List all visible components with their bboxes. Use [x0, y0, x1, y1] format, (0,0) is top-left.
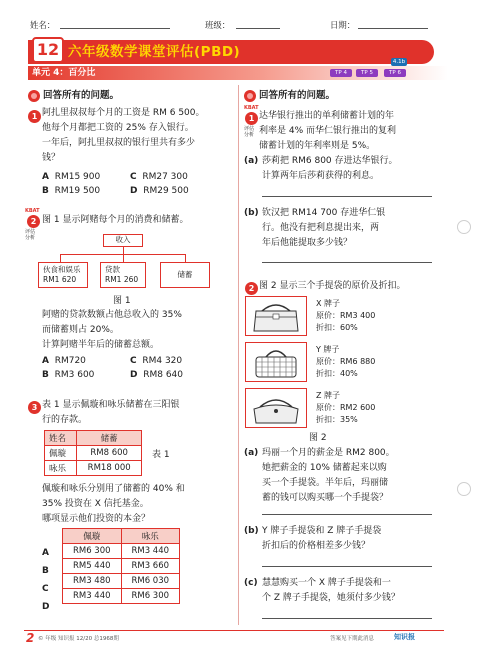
bag-x-image	[245, 296, 307, 336]
table-cell: RM8 600	[77, 446, 142, 461]
tp6-badge: TP 6	[384, 69, 406, 77]
r-q2a-line-2: 她把薪金的 10% 储蓄起来以购	[262, 463, 387, 473]
table-cell: RM3 480	[63, 574, 122, 589]
r-q1a-line-2: 计算两年后莎莉获得的利息。	[262, 171, 380, 181]
q1-line-3: 一年后，阿扎里叔叔的银行里共有多少	[42, 138, 196, 148]
r-q2a-line-4: 蓄的钱可以购买哪一个手提袋？	[262, 493, 389, 503]
loan-label: 贷款	[105, 265, 120, 274]
q1-line-2: 他每个月都把工资的 25% 存入银行。	[42, 123, 194, 133]
question-3-text	[42, 482, 185, 527]
handbag-icon	[246, 389, 306, 427]
binder-hole-bottom	[457, 482, 471, 496]
kbat-tag-r-q1: KBAT	[244, 105, 259, 111]
q2-line-1: 阿赌的贷款数额占他总收入的 35%	[42, 310, 182, 320]
name-label: 姓名：	[30, 20, 56, 30]
question-2-text	[42, 308, 182, 353]
table-cell: 佩璇	[45, 446, 77, 461]
diagram-food-box	[38, 262, 88, 288]
r-q2-part-b-text	[262, 524, 381, 554]
q3-option-c[interactable]: C	[42, 584, 49, 594]
table-cell: 咏乐	[45, 461, 77, 476]
class-field[interactable]	[236, 28, 280, 29]
handbag-icon	[246, 297, 306, 335]
bag-z-image	[245, 388, 307, 428]
name-field[interactable]	[60, 28, 170, 29]
question-2-number: 2	[27, 215, 40, 228]
r-q2c-line-2: 个 Z 牌子手提袋，她须付多少钱？	[262, 593, 400, 603]
r-q2c-line-1: 慧慧购买一个 X 牌子手提袋和一	[262, 578, 391, 588]
q2-line-3: 计算阿赌半年后的储蓄总额。	[42, 340, 160, 350]
bag-x-info	[316, 298, 375, 334]
tp4-badge: TP 4	[330, 69, 352, 77]
footer-page-number: 2	[26, 631, 35, 645]
r-q1b-line-1: 钦汉把 RM14 700 存进华仁银	[262, 208, 386, 218]
footer-bar	[24, 630, 444, 631]
bag-x-price: 原价：RM3 400	[316, 311, 376, 320]
table-row	[63, 559, 180, 574]
table-row	[63, 574, 180, 589]
q3-options-table	[62, 528, 180, 604]
r-q1-line-1: 达华银行推出的单利储蓄计划的年	[259, 111, 395, 121]
tp-code-badge: 4.1b	[392, 59, 406, 65]
q3-line-1: 佩璇和咏乐分别用了储蓄的 40% 和	[42, 484, 185, 494]
left-section-title: 回答所有的问题。	[43, 90, 120, 101]
page-title: 六年级数学课堂评估(PBD)	[68, 44, 241, 60]
bag-y-price: 原价：RM6 880	[316, 357, 376, 366]
right-question-2-number: 2	[245, 282, 258, 295]
class-label: 班级：	[205, 20, 231, 30]
r-q1-assessment-tag: 评估 分析	[244, 126, 255, 138]
table-cell: RM6 030	[121, 574, 180, 589]
table-header-name: 姓名	[45, 431, 77, 446]
table-row	[63, 544, 180, 559]
savings-table	[44, 430, 142, 476]
table-row	[63, 589, 180, 604]
r-q2a-line-3: 买一个手提袋。半年后，玛丽储	[262, 478, 389, 488]
table-cell: RM5 440	[63, 559, 122, 574]
question-3-number: 3	[28, 401, 41, 414]
diagram-connector-c3	[185, 254, 186, 262]
bag-y-image	[245, 342, 307, 382]
right-question-1-number: 1	[245, 112, 258, 125]
table-1-caption: 表 1	[152, 450, 170, 460]
right-question-1-text	[259, 109, 439, 154]
r-q2b-line-1: Y 牌子手提袋和 Z 牌子手提袋	[262, 526, 382, 536]
section-pencil-icon	[28, 90, 40, 102]
q3-line-2: 35% 投资在 X 信托基金。	[42, 499, 149, 509]
table-cell: RM18 000	[77, 461, 142, 476]
r-q1-part-a-label: (a)	[244, 156, 259, 166]
right-section-title: 回答所有的问题。	[259, 90, 336, 101]
answer-line-q1b[interactable]	[262, 262, 432, 263]
r-q2a-line-1: 玛丽一个月的薪金是 RM2 800。	[262, 448, 395, 458]
tp5-badge: TP 5	[356, 69, 378, 77]
bag-y-name: Y 牌子	[316, 345, 340, 354]
opt-header-b: 咏乐	[121, 529, 180, 544]
r-q1b-line-3: 年后他能提取多少钱？	[262, 238, 353, 248]
food-value: RM1 620	[43, 275, 77, 284]
bag-x-name: X 牌子	[316, 299, 341, 308]
figure-1-caption: 图 1	[113, 296, 131, 306]
table-row	[45, 461, 142, 476]
bag-y-info	[316, 344, 375, 380]
table-cell: RM3 660	[121, 559, 180, 574]
table-cell: RM6 300	[121, 589, 180, 604]
diagram-connector-v	[123, 247, 124, 254]
q2-option-a[interactable]: A RM720	[42, 356, 86, 366]
r-q1-part-b-label: (b)	[244, 208, 259, 218]
binder-hole-top	[457, 220, 471, 234]
q3-line-3: 哪项显示他们投资的本金？	[42, 514, 151, 524]
table-cell: RM6 300	[63, 544, 122, 559]
r-q2b-line-2: 折扣后的价格相差多少钱？	[262, 541, 371, 551]
footer-brand-logo: 知识报	[394, 633, 415, 641]
q1-option-a[interactable]: A RM15 900	[42, 172, 101, 182]
question-1-number: 1	[28, 110, 41, 123]
loan-value: RM1 260	[105, 275, 139, 284]
r-q1b-line-2: 行。他没有把利息提出来，两	[262, 223, 380, 233]
q3-option-a[interactable]: A	[42, 548, 49, 558]
r-q1-part-a-text	[262, 154, 398, 184]
question-1-text	[42, 106, 234, 166]
bag-z-name: Z 牌子	[316, 391, 341, 400]
q3-intro-1: 表 1 显示佩璇和咏乐储蓄在三阳银	[42, 400, 180, 410]
table-cell: RM3 440	[63, 589, 122, 604]
question-2-intro: 图 1 显示阿赌每个月的消费和储蓄。	[42, 215, 189, 225]
answer-line-q2c[interactable]	[262, 618, 432, 619]
q3-option-b[interactable]: B	[42, 566, 49, 576]
r-q2-part-c-text	[262, 576, 400, 606]
r-q2-part-a-text	[262, 446, 395, 506]
r-q1-line-3: 储蓄计划的年利率则是 5%。	[259, 141, 376, 151]
unit-title: 单元 4：百分比	[32, 68, 96, 78]
q2-line-2: 而储蓄则占 20%。	[42, 325, 119, 335]
question-3-intro	[42, 398, 179, 428]
right-question-2-intro: 图 2 显示三个手提袋的原价及折扣。	[259, 281, 406, 291]
q2-option-d[interactable]: D RM8 640	[130, 370, 184, 380]
r-q1-line-2: 利率是 4% 而华仁银行推出的复利	[259, 126, 397, 136]
bag-z-discount: 折扣：35%	[316, 415, 358, 424]
diagram-connector-c1	[60, 254, 61, 262]
q1-line-4: 钱？	[42, 153, 61, 163]
q1-line-1: 阿扎里叔叔每个月的工资是 RM 6 500。	[42, 108, 205, 118]
bag-z-info	[316, 390, 375, 426]
answer-line-q2a[interactable]	[262, 514, 432, 515]
table-cell: RM3 440	[121, 544, 180, 559]
date-field[interactable]	[358, 28, 428, 29]
title-number-box: 12	[32, 37, 64, 63]
section-pencil-icon-right	[244, 90, 256, 102]
handbag-icon	[246, 343, 306, 381]
r-q1a-line-1: 莎莉把 RM6 800 存进达华银行。	[262, 156, 398, 166]
r-q1-part-b-text	[262, 206, 385, 251]
table-row	[45, 446, 142, 461]
bag-y-discount: 折扣：40%	[316, 369, 358, 378]
column-divider	[238, 85, 239, 625]
diagram-income-box: 收入	[103, 234, 143, 247]
answer-line-q1a[interactable]	[262, 196, 432, 197]
diagram-loan-box	[100, 262, 146, 288]
q2-assessment-tag: 评估 分析	[25, 229, 36, 241]
q3-intro-2: 行的存款。	[42, 415, 88, 425]
q3-option-d[interactable]: D	[42, 602, 50, 612]
table-header-savings: 储蓄	[77, 431, 142, 446]
q1-option-d[interactable]: D RM29 500	[130, 186, 189, 196]
bag-x-discount: 折扣：60%	[316, 323, 358, 332]
opt-header-a: 佩璇	[63, 529, 122, 544]
r-q2-part-c-label: (c)	[244, 578, 258, 588]
kbat-tag-q2: KBAT	[25, 208, 40, 214]
q1-option-b[interactable]: B RM19 500	[42, 186, 101, 196]
diagram-connector-c2	[123, 254, 124, 262]
diagram-savings-box: 储蓄	[160, 262, 210, 288]
r-q2-part-b-label: (b)	[244, 526, 259, 536]
footer-left-text: © 年级 知识报 12/20 总1968期	[38, 636, 119, 642]
footer-right-text: 答案见下期此消息	[330, 636, 375, 642]
bag-z-price: 原价：RM2 600	[316, 403, 376, 412]
q1-option-c[interactable]: C RM27 300	[130, 172, 188, 182]
figure-2-caption: 图 2	[309, 433, 327, 443]
q2-option-b[interactable]: B RM3 600	[42, 370, 95, 380]
q2-option-c[interactable]: C RM4 320	[130, 356, 183, 366]
date-label: 日期：	[330, 20, 356, 30]
answer-line-q2b[interactable]	[262, 566, 432, 567]
food-label: 伙食和娱乐	[43, 265, 81, 274]
r-q2-part-a-label: (a)	[244, 448, 259, 458]
